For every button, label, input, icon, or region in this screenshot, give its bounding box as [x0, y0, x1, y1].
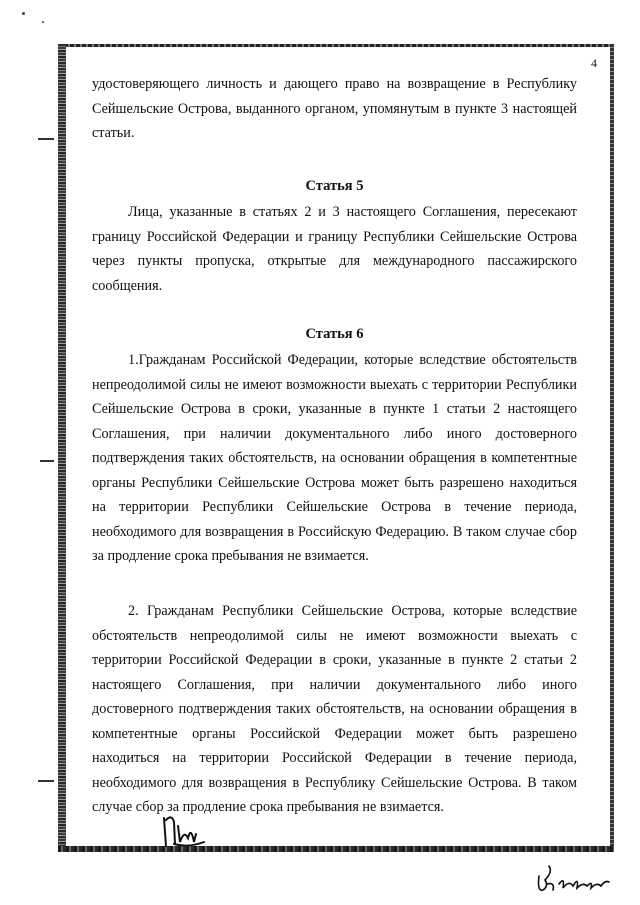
page-frame-top — [58, 44, 614, 47]
page-number: 4 — [591, 56, 597, 70]
article-5-heading: Статья 5 — [305, 178, 364, 194]
article-6-paragraph-2: 2. Гражданам Республики Сейшельские Острова, которые вследствие обстоятельств непреодолимой силы не имеют возможности выехать с территории Российской Федерации в сроки, указанные в пункте 2 статьи 2 настоящего Соглашения, при наличии документального либо иного достоверного подтверждения таких обстоятельств, на основании обращения в компетентные органы Российской Федерации может быть разрешено находиться на территории Российской Федерации в течение периода, необходимого для возвращения в Республику Сейшельские Острова. В таком случае сбор за продление срока пребывания не взимается. — [92, 603, 577, 815]
scan-speck — [42, 21, 44, 23]
handwritten-initials-left — [160, 812, 208, 852]
margin-mark — [38, 780, 54, 782]
page-frame-bottom — [58, 846, 614, 852]
scan-speck — [22, 12, 25, 15]
margin-mark — [40, 460, 54, 462]
handwritten-signature-right — [535, 862, 615, 898]
intro-paragraph: удостоверяющего личность и дающего право на возвращение в Республику Сейшельские Острова, выданного органом, упомянутым в пункте 3 настоящей статьи. — [92, 76, 577, 141]
page-frame-left — [58, 44, 66, 852]
article-5-paragraph: Лица, указанные в статьях 2 и 3 настоящего Соглашения, пересекают границу Российской Федерации и границу Республики Сейшельские Острова через пункты пропуска, открытые для международного пассажирского сообщения. — [92, 204, 577, 294]
page-frame-right — [610, 44, 614, 852]
article-6-heading: Статья 6 — [305, 326, 364, 342]
margin-mark — [38, 138, 54, 140]
article-6-paragraph-1: 1.Гражданам Российской Федерации, которые вследствие обстоятельств непреодолимой силы не имеют возможности выехать с территории Республики Сейшельские Острова в сроки, указанные в пункте 1 статьи 2 настоящего Соглашения, при наличии документального либо иного достоверного подтверждения таких обстоятельств, на основании обращения в компетентные органы Республики Сейшельские Острова может быть разрешено находиться на территории Республики Сейшельские Острова в течение периода, необходимого для возвращения в Российскую Федерацию. В таком случае сбор за продление срока пребывания не взимается. — [92, 352, 577, 564]
